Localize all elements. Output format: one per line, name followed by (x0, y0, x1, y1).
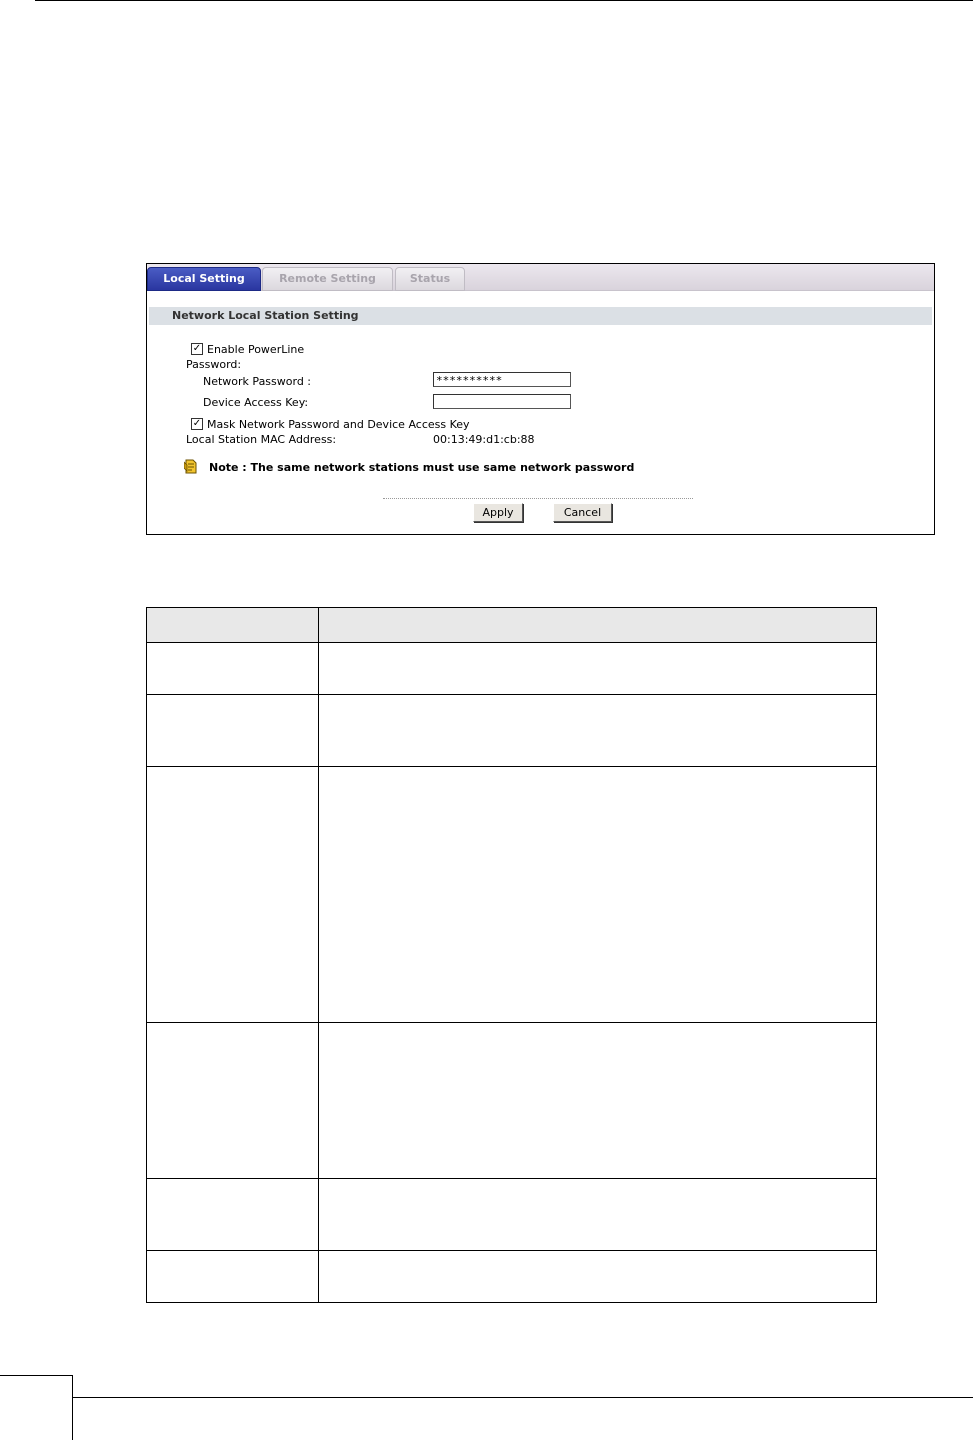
mask-password-label: Mask Network Password and Device Access Key (207, 418, 470, 431)
mac-address-value: 00:13:49:d1:cb:88 (433, 433, 535, 446)
device-access-key-field[interactable] (433, 394, 571, 409)
table-cell (318, 1023, 876, 1179)
section-title: Network Local Station Setting (149, 307, 932, 325)
tab-bar (147, 264, 934, 291)
table-header-cell (147, 608, 319, 643)
table-cell (147, 695, 319, 767)
table-cell (318, 767, 876, 1023)
table-cell (147, 767, 319, 1023)
table-cell (147, 1179, 319, 1251)
apply-button[interactable]: Apply (473, 503, 523, 522)
table-cell (147, 1251, 319, 1303)
enable-powerline-label: Enable PowerLine (207, 343, 305, 356)
table-header-row (147, 608, 877, 643)
enable-powerline-checkbox[interactable]: ✓ (192, 343, 202, 354)
network-password-field[interactable]: ********** (433, 372, 571, 387)
table-cell (318, 695, 876, 767)
table-cell (318, 1251, 876, 1303)
network-password-label: Network Password : (203, 375, 312, 388)
mask-password-checkbox[interactable]: ✓ (192, 418, 202, 429)
divider (383, 498, 693, 499)
cancel-button[interactable]: Cancel (553, 503, 612, 522)
tab-status[interactable]: Status (395, 267, 465, 291)
table-row (147, 695, 877, 767)
table-cell (147, 643, 319, 695)
top-rule (35, 0, 973, 1)
footer-rule (73, 1397, 973, 1398)
table-cell (318, 643, 876, 695)
table-row (147, 1179, 877, 1251)
tab-remote-setting[interactable]: Remote Setting (262, 267, 393, 291)
table-header-cell (318, 608, 876, 643)
mac-address-label: Local Station MAC Address: (186, 433, 337, 446)
table-cell (147, 1023, 319, 1179)
table-row (147, 767, 877, 1023)
device-access-key-label: Device Access Key: (203, 396, 309, 409)
table-row (147, 1251, 877, 1303)
tab-local-setting[interactable]: Local Setting (147, 267, 261, 291)
note-text: Note : The same network stations must use same network password (209, 461, 635, 474)
table-row (147, 643, 877, 695)
password-heading: Password: (186, 358, 242, 371)
note-icon (184, 459, 198, 474)
page-number-box (0, 1375, 73, 1440)
table-cell (318, 1179, 876, 1251)
table-row (147, 1023, 877, 1179)
local-setting-screen (146, 263, 935, 535)
field-description-table (146, 607, 877, 1303)
